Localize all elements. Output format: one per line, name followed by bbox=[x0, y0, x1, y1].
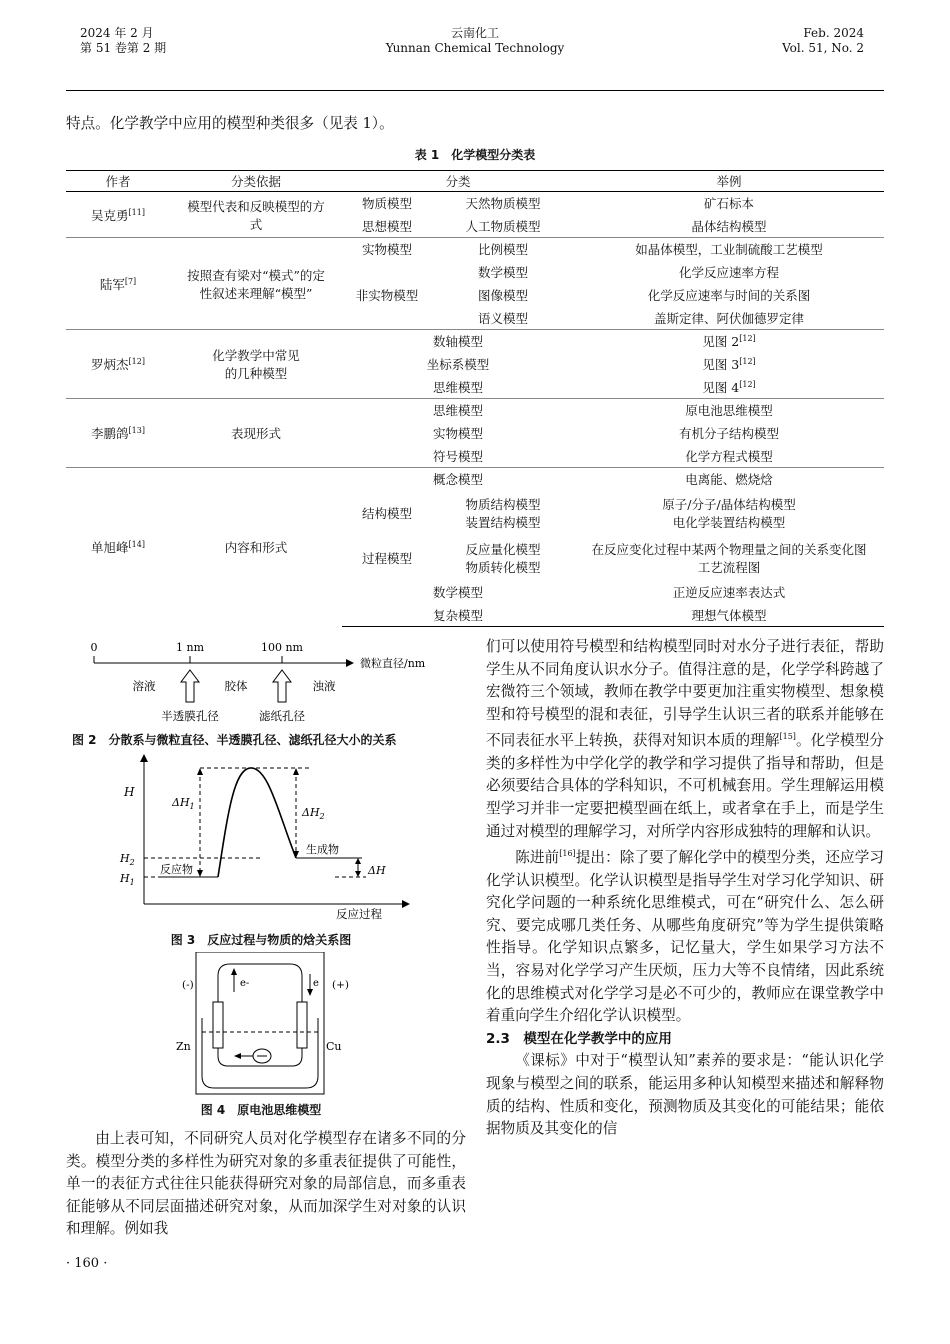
example-cell: 晶体结构模型 bbox=[691, 218, 767, 234]
example-cell: 理想气体模型 bbox=[574, 604, 884, 627]
header-date: 2024 年 2 月 bbox=[80, 26, 154, 40]
header-volume: 第 51 卷第 2 期 bbox=[80, 41, 167, 55]
fig2-region-solution: 溶液 bbox=[132, 679, 156, 693]
header-left bbox=[80, 26, 166, 56]
basis-cell: 表现形式 bbox=[170, 399, 342, 468]
example-cell: 见图 4[12] bbox=[702, 379, 756, 395]
table-row bbox=[66, 238, 884, 261]
table-caption: 表 1 化学模型分类表 bbox=[414, 148, 536, 162]
author-cell: 陆军[7] bbox=[66, 238, 170, 330]
example-cell: 见图 2[12] bbox=[574, 330, 884, 353]
category-cell: 实物模型 bbox=[432, 426, 483, 441]
example-cell: 矿石标本 bbox=[703, 196, 754, 212]
header-date-en: Feb. 2024 bbox=[803, 26, 864, 40]
example-cell: 如晶体模型，工业制硫酸工艺模型 bbox=[574, 238, 884, 261]
example-cell: 见图 3[12] bbox=[702, 356, 756, 372]
author-cell: 李鹏鸽[13] bbox=[66, 399, 170, 468]
category-cell: 概念模型 bbox=[342, 468, 574, 491]
fig2-tick-0: 0 bbox=[90, 641, 98, 654]
fig2-region-colloid: 胶体 bbox=[224, 679, 248, 693]
category-cell: 思想模型 bbox=[361, 218, 412, 234]
fig2-up-arrow-icon bbox=[273, 670, 291, 702]
table-row bbox=[66, 399, 884, 422]
fig4-cu-label: Cu bbox=[326, 1040, 342, 1053]
header-volume-en: Vol. 51, No. 2 bbox=[782, 41, 864, 55]
table-row bbox=[66, 468, 884, 491]
category-cell: 人工物质模型 bbox=[465, 218, 541, 234]
category-cell: 物质结构模型 装置结构模型 bbox=[465, 497, 541, 530]
category-cell: 实物模型 bbox=[342, 238, 432, 261]
figure-4-diagram bbox=[170, 952, 370, 1098]
fig3-h2-label: $H_2$ bbox=[120, 852, 135, 867]
intro-text: 特点。化学教学中应用的模型种类很多（见表 1）。 bbox=[66, 115, 394, 132]
table-row bbox=[66, 330, 884, 353]
fig3-x-arrow-icon bbox=[402, 900, 410, 908]
author-cell: 单旭峰[14] bbox=[66, 468, 170, 627]
category-cell: 天然物质模型 bbox=[465, 196, 541, 212]
paragraph: 由上表可知，不同研究人员对化学模型存在诸多不同的分类。模型分类的多样性为研究对象的多重表征提供了可能性，单一的表征方式往往只能获得研究对象的局部信息，而多重表征能够从不同层面描述研究对象，从而加深学生对对象的认识和理解。例如我 bbox=[66, 1130, 466, 1238]
fig4-zn-label: Zn bbox=[176, 1040, 191, 1053]
category-cell: 符号模型 bbox=[432, 448, 483, 464]
category-cell: 比例模型 bbox=[432, 238, 574, 261]
figure-2-caption: 图 2 分散系与微粒直径、半透膜孔径、滤纸孔径大小的关系 bbox=[72, 733, 397, 747]
journal-title-en: Yunnan Chemical Technology bbox=[385, 41, 565, 55]
paragraph: 《课标》中对于“模型认知”素养的要求是：“能认识化学现象与模型之间的联系，能运用多种认知模型来描述和解释物质的结构、性质和变化，预测物质及其变化的可能结果；能依据物质及其变化的信 bbox=[486, 1052, 884, 1138]
example-cell: 有机分子结构模型 bbox=[678, 426, 779, 441]
fig4-electron-label: e bbox=[313, 978, 319, 989]
fig4-cu-electrode bbox=[297, 1002, 307, 1048]
figure-3-chart bbox=[110, 752, 420, 924]
fig3-product-label: 生成物 bbox=[306, 843, 339, 856]
author-cell: 罗炳杰[12] bbox=[66, 330, 170, 399]
example-cell: 盖斯定律、阿伏伽德罗定律 bbox=[653, 310, 804, 326]
header-right bbox=[700, 26, 864, 56]
example-cell: 化学方程式模型 bbox=[685, 448, 773, 464]
example-cell: 在反应变化过程中某两个物理量之间的关系变化图 工艺流程图 bbox=[591, 542, 867, 575]
fig3-y-label: H bbox=[124, 785, 135, 799]
category-cell: 语义模型 bbox=[477, 310, 528, 326]
basis-cell: 按照查有梁对“模式”的定性叙述来理解“模型” bbox=[170, 238, 342, 330]
basis-cell: 模型代表和反映模型的方式 bbox=[187, 198, 325, 232]
category-cell: 图像模型 bbox=[477, 288, 528, 303]
fig3-y-arrow-icon bbox=[140, 754, 148, 762]
basis-cell: 内容和形式 bbox=[170, 468, 342, 627]
fig2-axis-arrow-icon bbox=[346, 659, 354, 667]
header-center bbox=[375, 26, 575, 56]
category-cell: 思维模型 bbox=[432, 379, 483, 395]
category-cell: 复杂模型 bbox=[342, 604, 574, 627]
fig2-filter-label: 滤纸孔径 bbox=[259, 709, 305, 723]
fig2-axis-label: 微粒直径/nm bbox=[360, 657, 426, 670]
section-heading: 2.3 模型在化学教学中的应用 bbox=[486, 1030, 672, 1047]
fig3-arrow-icon bbox=[197, 870, 203, 877]
fig3-arrow-icon bbox=[197, 768, 203, 775]
category-cell: 数学模型 bbox=[432, 585, 483, 600]
fig3-dh1-label: $\Delta H_1$ bbox=[172, 796, 195, 811]
fig4-negative-label: (-) bbox=[182, 979, 194, 991]
example-cell: 原电池思维模型 bbox=[574, 399, 884, 422]
fig2-tick-100nm: 100 nm bbox=[260, 641, 304, 654]
example-cell: 正逆反应速率表达式 bbox=[672, 585, 786, 600]
example-cell: 电离能、燃烧焓 bbox=[574, 468, 884, 491]
fig3-h1-label: $H_1$ bbox=[120, 872, 135, 887]
page-number: · 160 · bbox=[66, 1256, 108, 1271]
fig2-up-arrow-icon bbox=[181, 670, 199, 702]
fig2-membrane-label: 半透膜孔径 bbox=[161, 709, 219, 723]
paragraph: 陈进前[16]提出：除了要了解化学中的模型分类，还应学习化学认识模型。化学认识模型是指导学生对学习化学知识、研究化学问题的一种系统化思维模式，可在“研究什么、怎么研究、要完成哪几类任务、从哪些角度研究”等为学生提供策略性指导。化学知识点繁多，记忆量大，学生如果学习方法不当，容易对化学学习产生厌烦，压力大等不良情绪，因此系统化的思维模式对化学学习是必不可少的，教师应在课堂教学中着重向学生介绍化学认识模型。 bbox=[486, 849, 884, 1025]
example-cell: 化学反应速率与时间的关系图 bbox=[647, 288, 811, 303]
category-cell: 非实物模型 bbox=[355, 287, 419, 303]
fig3-dh2-label: $\Delta H_2$ bbox=[302, 806, 325, 821]
fig3-reactant-label: 反应物 bbox=[160, 863, 193, 876]
category-cell: 思维模型 bbox=[342, 399, 574, 422]
figure-4-caption: 图 4 原电池思维模型 bbox=[200, 1103, 322, 1117]
left-column-text bbox=[66, 1128, 466, 1241]
journal-title-cn: 云南化工 bbox=[450, 26, 499, 40]
fig2-tick-1nm: 1 nm bbox=[175, 641, 205, 654]
header-basis: 分类依据 bbox=[170, 171, 342, 192]
category-cell: 数学模型 bbox=[477, 265, 528, 280]
category-cell: 结构模型 bbox=[361, 506, 412, 521]
example-cell: 化学反应速率方程 bbox=[678, 265, 779, 280]
fig3-arrow-icon bbox=[293, 768, 299, 775]
header-category: 分类 bbox=[342, 171, 574, 192]
category-cell: 物质模型 bbox=[361, 196, 412, 212]
author-cell: 吴克勇[11] bbox=[91, 207, 145, 223]
category-cell: 坐标系模型 bbox=[426, 357, 490, 372]
fig4-electron-label: e- bbox=[240, 978, 250, 989]
header-author: 作者 bbox=[66, 171, 170, 192]
fig4-zn-electrode bbox=[213, 1002, 223, 1048]
right-column-text bbox=[486, 636, 884, 1141]
paragraph: 们可以使用符号模型和结构模型同时对水分子进行表征，帮助学生从不同角度认识水分子。值得注意的是，化学学科跨越了宏微符三个领域，教师在教学中要更加注重实物模型、想象模型和符号模型的混和表征，引导学生认识三者的联系并能够在不同表征水平上转换，获得对知识本质的理解[15]。化学模型分类的多样性为中学化学的教学和学习提供了指导和帮助，但是必须要结合具体的学科知识，不可机械套用。学生理解运用模型学习并非一定要把模型画在纸上，或者拿在手上，而是学生通过对模型的理解学习，对所学内容形成独特的理解和认识。 bbox=[486, 638, 884, 840]
header-rule bbox=[66, 90, 884, 91]
table-header-row bbox=[66, 171, 884, 192]
fig3-arrow-icon bbox=[355, 871, 361, 877]
fig3-arrow-icon bbox=[355, 858, 361, 864]
figure-3-caption: 图 3 反应过程与物质的焓关系图 bbox=[170, 933, 352, 947]
fig3-energy-curve bbox=[218, 768, 296, 877]
fig2-region-suspension: 浊液 bbox=[312, 679, 336, 693]
category-cell: 过程模型 bbox=[361, 551, 412, 566]
fig3-dh-label: ΔH bbox=[368, 864, 386, 877]
category-cell: 反应量化模型 物质转化模型 bbox=[465, 542, 541, 575]
header-example: 举例 bbox=[574, 171, 884, 192]
classification-table bbox=[66, 170, 884, 627]
fig4-positive-label: (+) bbox=[332, 979, 349, 991]
category-cell: 数轴模型 bbox=[342, 330, 574, 353]
basis-cell: 化学教学中常见的几种模型 bbox=[170, 330, 342, 399]
fig3-x-label: 反应过程 bbox=[336, 907, 382, 921]
example-cell: 原子/分子/晶体结构模型 电化学装置结构模型 bbox=[662, 497, 796, 530]
table-row bbox=[66, 192, 884, 215]
